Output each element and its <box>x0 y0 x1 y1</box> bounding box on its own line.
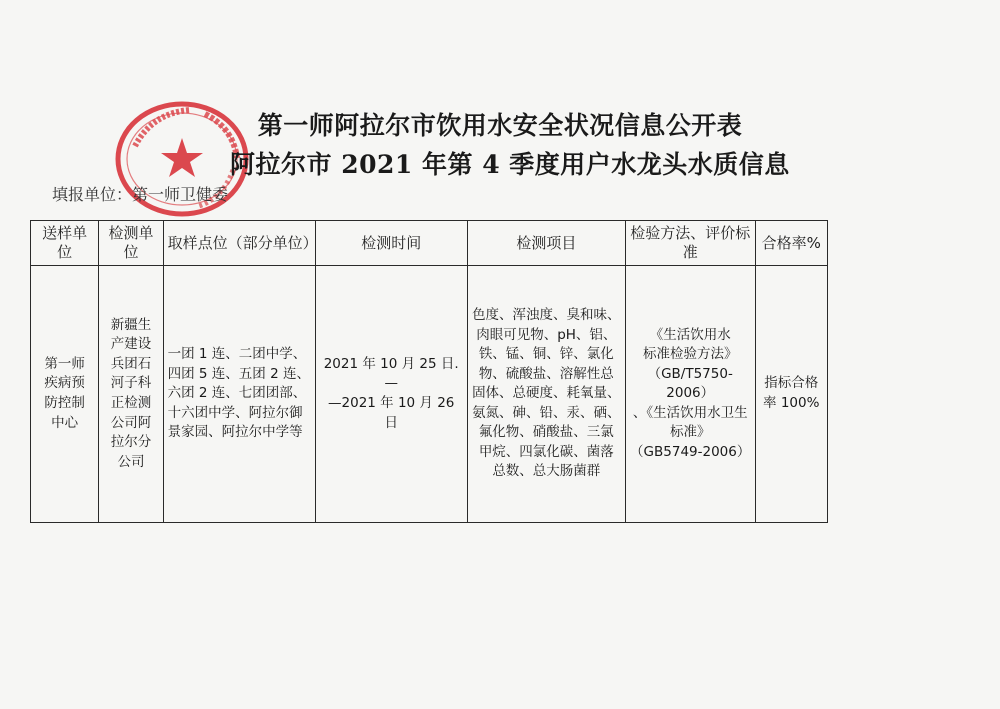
header-testing-unit: 检测单位 <box>99 221 163 266</box>
header-pass-rate: 合格率% <box>755 221 828 266</box>
cell-test-items: 色度、浑浊度、臭和味、 肉眼可见物、pH、铝、 铁、锰、铜、锌、氯化 物、硫酸盐、溶解性总 固体、总硬度、耗氧量、 氨氮、砷、铅、汞、硒、 氟化物、硝酸盐、三氯 甲烷、四氯化碳、菌落 总数、总大肠菌群 <box>467 266 625 523</box>
reporting-unit-label: 填报单位： <box>52 185 133 204</box>
cell-test-time: 2021 年 10 月 25 日.— —2021 年 10 月 26 日 <box>315 266 467 523</box>
reporting-unit-value: 第一师卫健委 <box>132 185 229 204</box>
water-quality-table <box>30 220 828 523</box>
cell-sampling-points: 一团 1 连、二团中学、 四团 5 连、五团 2 连、 六团 2 连、七团团部、 十六团中学、阿拉尔御 景家园、阿拉尔中学等 <box>163 266 315 523</box>
header-sampling-points: 取样点位（部分单位） <box>163 221 315 266</box>
cell-method-standard: 《生活饮用水 标准检验方法》 （GB/T5750-2006） 、《生活饮用水卫生 标准》 （GB5749-2006） <box>625 266 755 523</box>
reporting-unit <box>52 182 228 205</box>
header-test-time: 检测时间 <box>315 221 467 266</box>
table-header-row <box>31 221 828 266</box>
cell-pass-rate: 指标合格 率 100% <box>755 266 828 523</box>
table-row <box>31 266 828 523</box>
document-title-line1: 第一师阿拉尔市饮用水安全状况信息公开表 <box>257 111 743 140</box>
header-method-standard: 检验方法、评价标准 <box>625 221 755 266</box>
header-test-items: 检测项目 <box>467 221 625 266</box>
header-sample-unit: 送样单位 <box>31 221 99 266</box>
document-title-line2: 阿拉尔市 2021 年第 4 季度用户水龙头水质信息 <box>230 150 790 179</box>
cell-sample-unit: 第一师 疾病预 防控制 中心 <box>31 266 99 523</box>
cell-testing-unit: 新疆生 产建设 兵团石 河子科 正检测 公司阿 拉尔分 公司 <box>99 266 163 523</box>
